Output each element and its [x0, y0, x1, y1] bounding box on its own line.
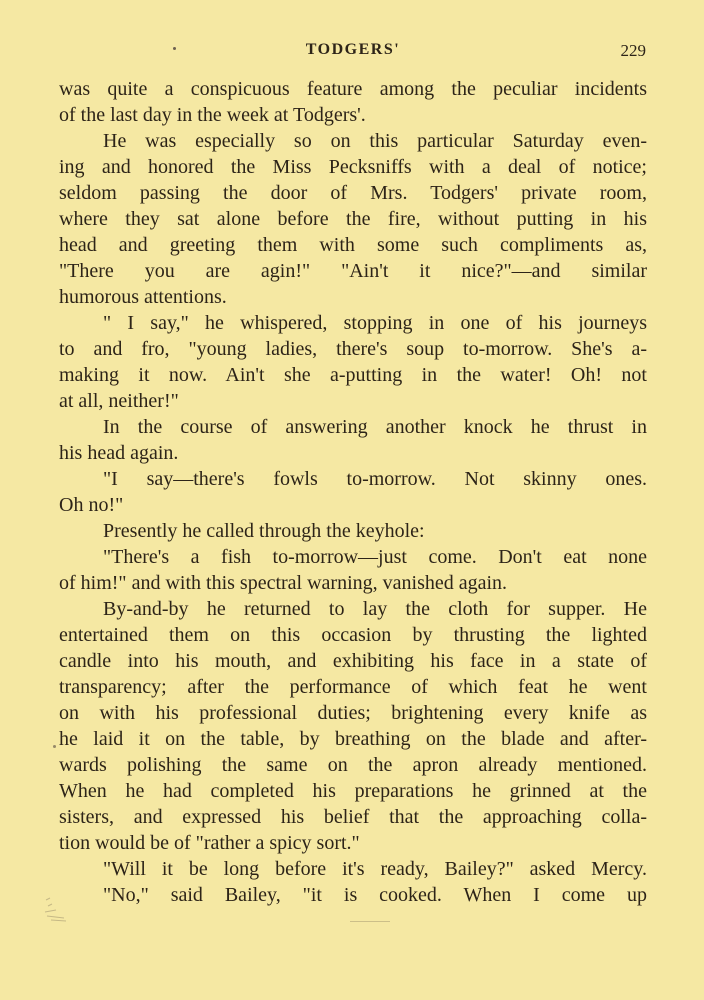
margin-dot [53, 745, 56, 748]
text-line: was quite a conspicuous feature among the peculiar incidents [59, 78, 647, 100]
text-line: of him!" and with this spectral warning, vanished again. [59, 572, 508, 594]
text-line: tion would be of "rather a spicy sort." [59, 832, 360, 854]
text-line: to and fro, "young ladies, there's soup to-morrow. She's a- [59, 338, 647, 360]
text-line: ing and honored the Miss Pecksniffs with a deal of notice; [59, 156, 647, 178]
text-line: he laid it on the table, by breathing on the blade and after- [59, 728, 647, 750]
text-line: He was especially so on this particular Saturday even- [103, 130, 647, 152]
text-line: In the course of answering another knock he thrust in [103, 416, 647, 438]
text-line: "Will it be long before it's ready, Bailey?" asked Mercy. [103, 858, 647, 880]
text-line: making it now. Ain't she a-putting in the water! Oh! not [59, 364, 647, 386]
text-line: By-and-by he returned to lay the cloth for supper. He [103, 598, 647, 620]
page-header [60, 39, 646, 65]
text-line: "I say—there's fowls to-morrow. Not skinny ones. [103, 468, 647, 490]
text-line: of the last day in the week at Todgers'. [59, 104, 366, 126]
text-line: Presently he called through the keyhole: [103, 520, 425, 542]
text-line: wards polishing the same on the apron already mentioned. [59, 754, 647, 776]
text-line: "There's a fish to-morrow—just come. Don't eat none [103, 546, 647, 568]
page-number: 229 [620, 41, 646, 60]
text-line: "No," said Bailey, "it is cooked. When I come up [103, 884, 647, 906]
text-line: Oh no!" [59, 494, 124, 516]
footer-rule-mark [350, 921, 390, 922]
text-line: When he had completed his preparations he grinned at the [59, 780, 647, 802]
body-text [59, 76, 647, 908]
text-line: head and greeting them with some such compliments as, [59, 234, 647, 256]
text-line: seldom passing the door of Mrs. Todgers' private room, [59, 182, 647, 204]
text-line: entertained them on this occasion by thrusting the lighted [59, 624, 647, 646]
text-line: on with his professional duties; brightening every knife as [59, 702, 647, 724]
text-line: sisters, and expressed his belief that the approaching colla- [59, 806, 647, 828]
running-head: TODGERS' [305, 41, 401, 58]
text-line: his head again. [59, 442, 179, 464]
text-line: humorous attentions. [59, 286, 227, 308]
text-line: " I say," he whispered, stopping in one of his journeys [103, 312, 647, 334]
text-line: candle into his mouth, and exhibiting his face in a state of [59, 650, 647, 672]
text-line: transparency; after the performance of which feat he went [59, 676, 647, 698]
ink-smudge [42, 894, 68, 922]
text-line: where they sat alone before the fire, without putting in his [59, 208, 647, 230]
text-line: at all, neither!" [59, 390, 179, 412]
text-line: "There you are agin!" "Ain't it nice?"—and similar [59, 260, 647, 282]
